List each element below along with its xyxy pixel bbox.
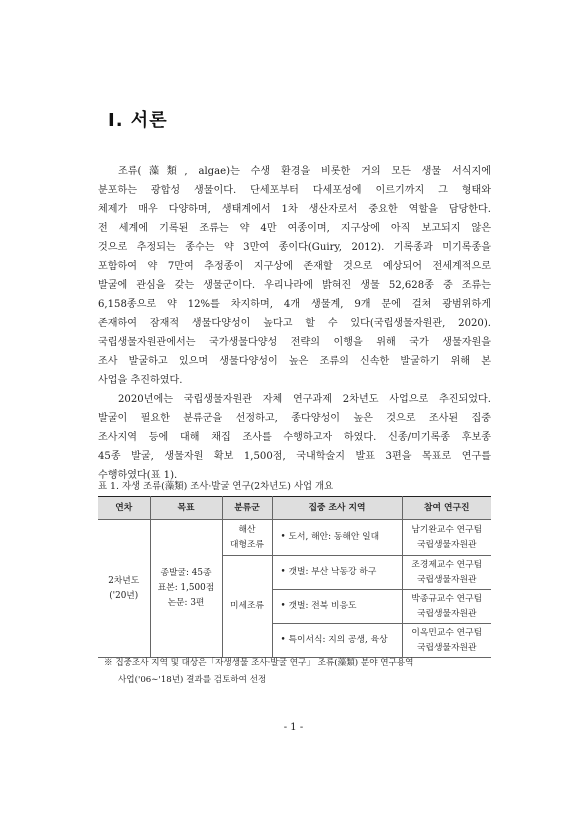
- footnote-line: 사업('06∼'18년) 결과를 검토하여 선정: [118, 675, 267, 685]
- taxon-label: 대형조류: [230, 539, 264, 550]
- taxon-label: 해산: [238, 524, 256, 535]
- team-name: 박종규교수 연구팀: [411, 593, 483, 604]
- text-line: 조사 발굴하고 있으며 생물다양성이 높은 조류의 신속한 발굴하기 위해 본: [98, 356, 491, 367]
- header-year: 연차: [98, 497, 150, 520]
- taxon-cell-microalgae: 미세조류: [222, 556, 272, 658]
- paragraph-intro: [98, 162, 491, 390]
- team-name: 조경제교수 연구팀: [411, 559, 483, 570]
- team-name: 남기완교수 연구팀: [411, 524, 483, 535]
- table-footnote: [104, 655, 413, 689]
- text-line: 45종 발굴, 생물자원 확보 1,500점, 국내학술지 발표 3편을 목표로 연구를: [98, 451, 491, 462]
- area-cell: • 특이서식: 지의 공생, 육상: [272, 624, 402, 658]
- taxon-cell-macroalgae: [222, 520, 272, 556]
- team-cell: [402, 590, 491, 624]
- table-caption: 표 1. 자생 조류(藻類) 조사·발굴 연구(2차년도) 사업 개요: [98, 481, 334, 492]
- text-line: 조사지역 등에 대해 채집 조사를 수행하고자 하였다. 신종/미기록종 후보종: [98, 432, 491, 443]
- footnote-line: ※ 집중조사 지역 및 대상은「자생생물 조사·발굴 연구」 조류(藻類) 분야 연구용역: [104, 658, 414, 668]
- header-area: 집중 조사 지역: [272, 497, 402, 520]
- text-line: 발굴에 관심을 갖는 생물군이다. 우리나라에 밝혀진 생물 52,628종 중 조류는: [98, 280, 491, 291]
- text-line: 사업을 추진하였다.: [98, 375, 183, 386]
- year-sub-label: ('20년): [109, 590, 139, 601]
- year-cell: [98, 520, 150, 658]
- text-line: 국립생물자원관에서는 국가생물다양성 전략의 이행을 위해 국가 생물자원을: [98, 337, 491, 348]
- text-line: 포함하여 약 7만여 추정종이 지구상에 존재할 것으로 예상되어 전세계적으로: [98, 261, 491, 272]
- team-cell: [402, 520, 491, 556]
- goal-specimens: 표본: 1,500점: [157, 583, 215, 593]
- paragraph-project: [98, 390, 491, 485]
- team-institute: 국립생물자원관: [417, 539, 477, 550]
- text-line: 수행하였다(표 1).: [98, 470, 178, 481]
- team-cell: [402, 624, 491, 658]
- project-table: [98, 496, 491, 658]
- goal-cell: [150, 520, 222, 658]
- text-line: 조류(藻類, algae)는 수생 환경을 비롯한 거의 모든 생물 서식지에: [118, 166, 491, 177]
- header-goal: 목표: [150, 497, 222, 520]
- header-taxon: 분류군: [222, 497, 272, 520]
- table-header-row: [98, 497, 491, 520]
- text-line: 체제가 매우 다양하며, 생태계에서 1차 생산자로서 중요한 역할을 담당한다.: [98, 204, 491, 215]
- goal-species: 종발굴: 45종: [160, 568, 212, 578]
- header-team: 참여 연구진: [402, 497, 491, 520]
- team-name: 이옥민교수 연구팀: [411, 627, 483, 638]
- text-line: 2020년에는 국립생물자원관 자체 연구과제 2차년도 사업으로 추진되었다.: [118, 394, 491, 405]
- text-line: 전 세계에 기록된 조류는 약 4만 여종이며, 지구상에 아직 보고되지 않은: [98, 223, 491, 234]
- year-label: 2차년도: [108, 575, 140, 586]
- page-number: - 1 -: [283, 722, 304, 733]
- team-institute: 국립생물자원관: [417, 608, 477, 619]
- section-heading: Ⅰ. 서론: [108, 110, 168, 131]
- goal-papers: 논문: 3편: [167, 598, 205, 608]
- area-cell: • 도서, 해안: 동해안 일대: [272, 520, 402, 556]
- team-institute: 국립생물자원관: [417, 642, 477, 653]
- text-line: 분포하는 광합성 생물이다. 단세포부터 다세포성에 이르기까지 그 형태와: [98, 185, 491, 196]
- area-cell: • 갯벌: 부산 낙동강 하구: [272, 556, 402, 590]
- text-line: 발굴이 필요한 분류군을 선정하고, 종다양성이 높은 것으로 조사된 집중: [98, 413, 491, 424]
- text-line: 6,158종으로 약 12%를 차지하며, 4개 생물계, 9개 문에 걸쳐 광범위하게: [98, 299, 491, 310]
- text-line: 존재하여 잠재적 생물다양성이 높다고 할 수 있다(국립생물자원관, 2020).: [98, 318, 491, 329]
- team-cell: [402, 556, 491, 590]
- table-row: [98, 520, 491, 556]
- area-cell: • 갯벌: 전북 비응도: [272, 590, 402, 624]
- team-institute: 국립생물자원관: [417, 574, 477, 585]
- text-line: 것으로 추정되는 종수는 약 3만여 종이다(Guiry, 2012). 기록종과 미기록종을: [98, 242, 491, 253]
